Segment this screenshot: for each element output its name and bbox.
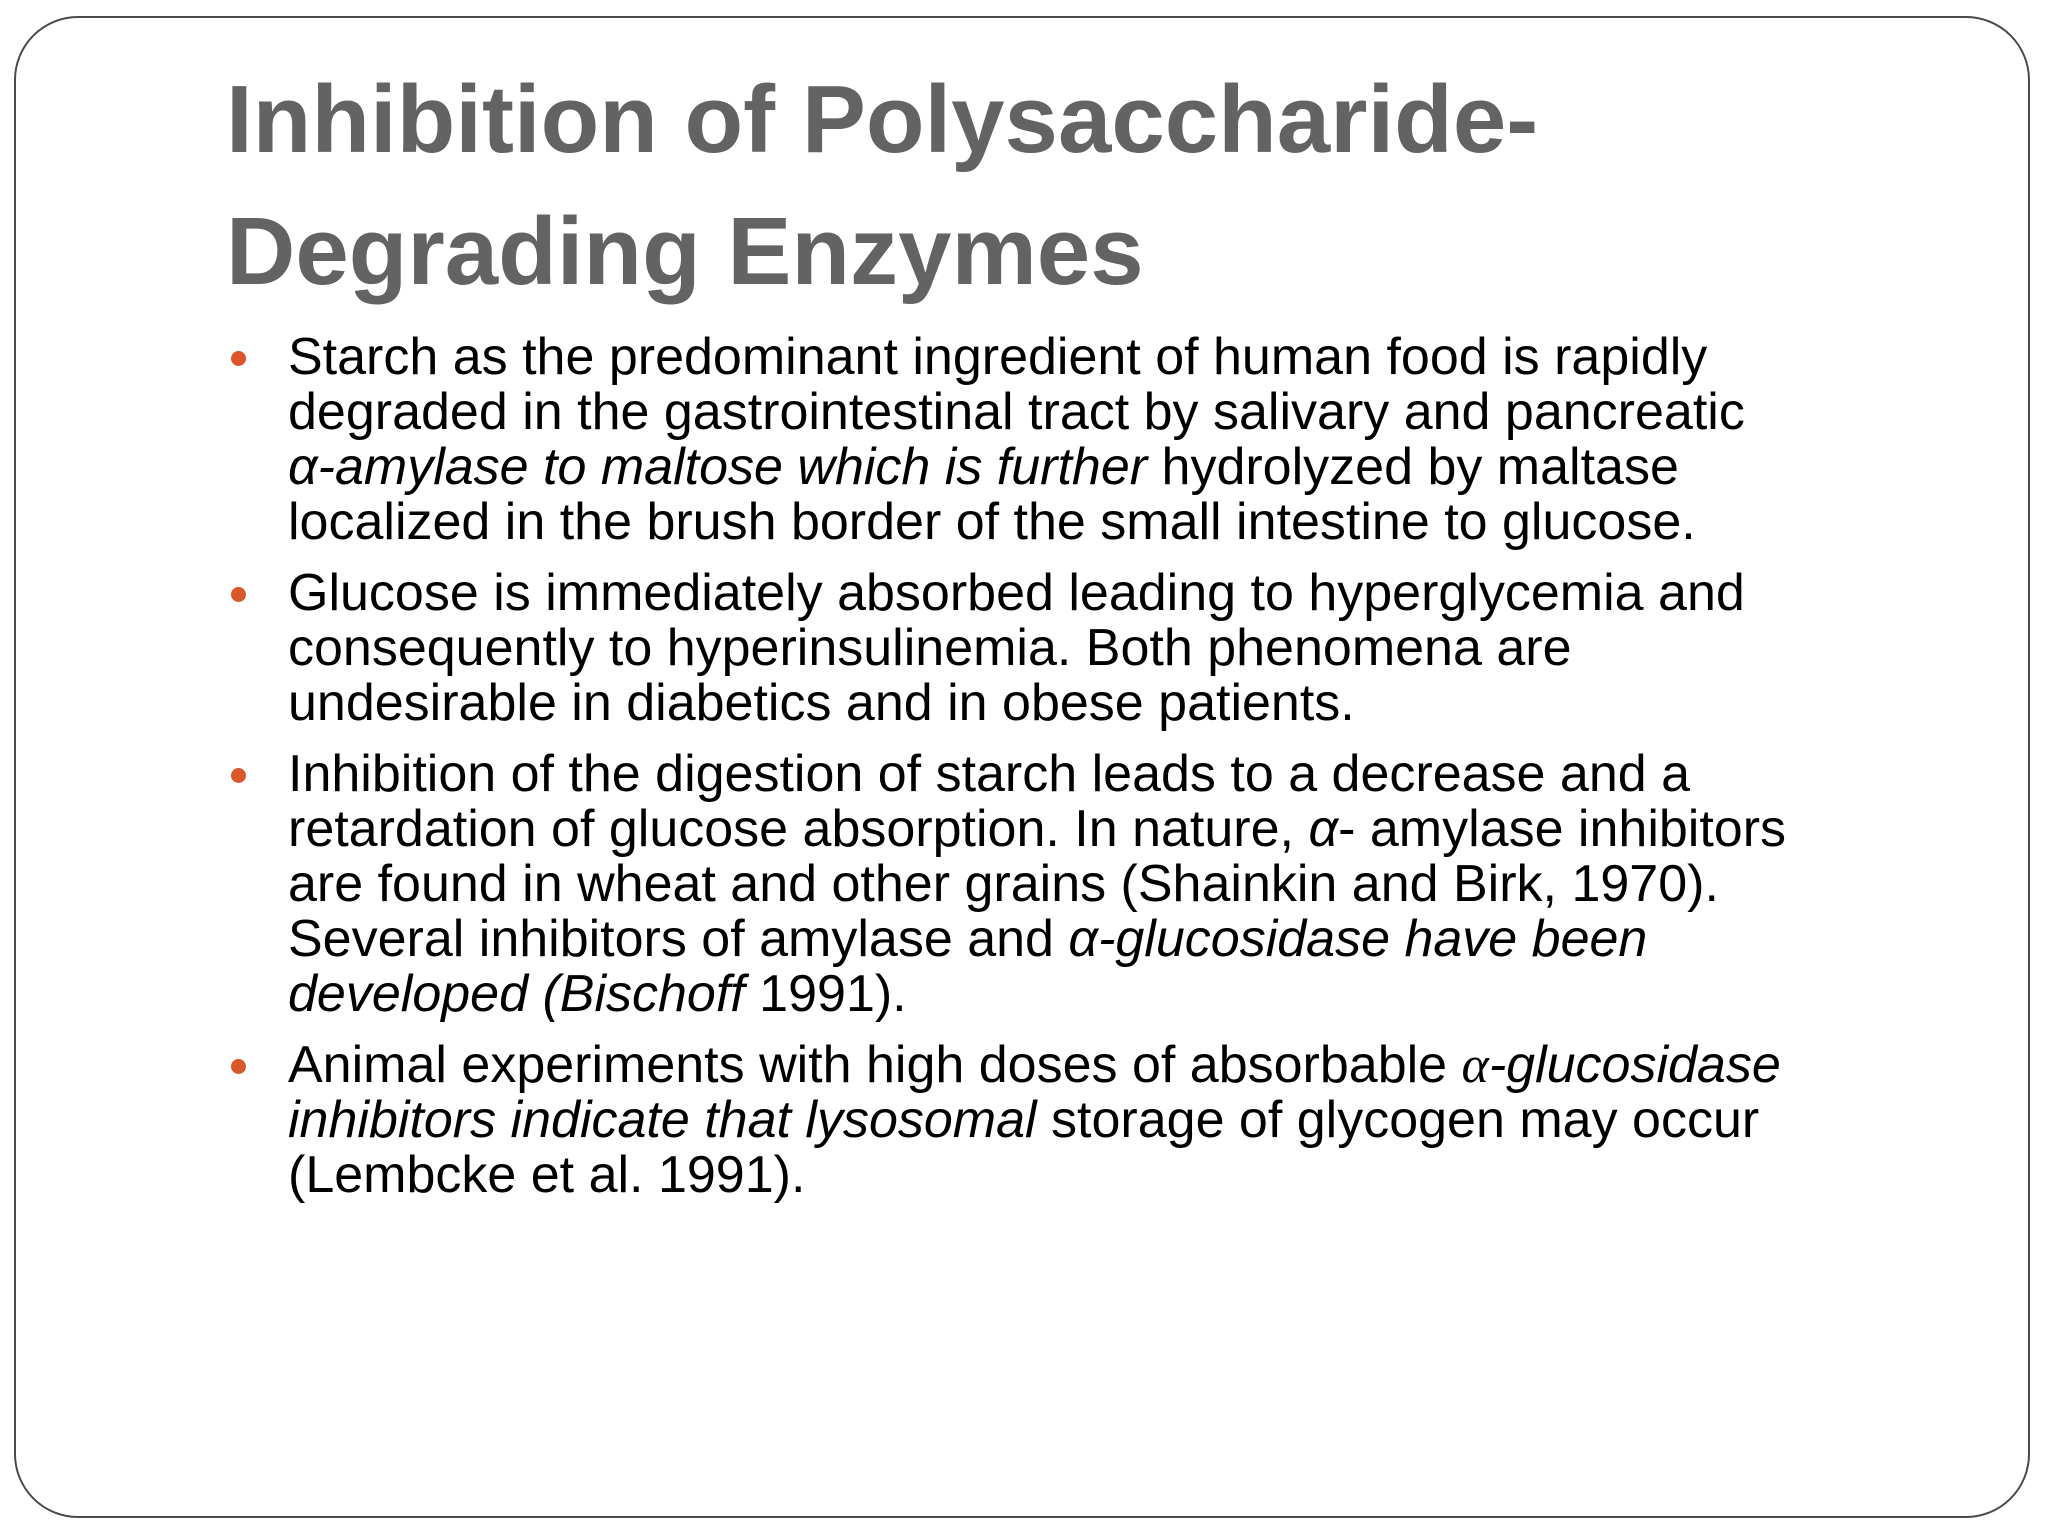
italic-text: α bbox=[1308, 800, 1339, 858]
bullet-text-line bbox=[288, 566, 1946, 621]
text-segment: Several inhibitors of amylase and bbox=[288, 910, 1069, 968]
bullet-text-line bbox=[288, 621, 1946, 676]
text-segment: - amylase inhibitors bbox=[1338, 800, 1787, 858]
text-segment: 1991). bbox=[744, 965, 907, 1023]
text-segment: Glucose is immediately absorbed leading to hyperglycemia and bbox=[288, 564, 1745, 622]
bullet-text-line bbox=[288, 802, 1946, 857]
text-segment: consequently to hyperinsulinemia. Both phenomena are bbox=[288, 619, 1572, 677]
italic-text: inhibitors indicate that lysosomal bbox=[288, 1091, 1037, 1149]
bullet-text-line bbox=[288, 857, 1946, 912]
italic-text: -glucosidase bbox=[1488, 1036, 1781, 1094]
bullet-text-line bbox=[288, 1093, 1946, 1148]
text-segment: are found in wheat and other grains (Shainkin and Birk, 1970). bbox=[288, 855, 1719, 913]
bullet-item bbox=[226, 747, 1946, 1022]
slide-title bbox=[226, 54, 1926, 318]
bullet-text-line bbox=[288, 1038, 1946, 1093]
text-segment: (Lembcke et al. 1991). bbox=[288, 1146, 806, 1204]
bullet-list bbox=[226, 330, 1946, 1219]
text-segment: hydrolyzed by maltase bbox=[1147, 438, 1679, 496]
bullet-dot-icon bbox=[231, 351, 246, 366]
bullet-item bbox=[226, 1038, 1946, 1203]
italic-text: α bbox=[1461, 1037, 1489, 1094]
text-segment: Starch as the predominant ingredient of human food is rapidly bbox=[288, 328, 1708, 386]
text-segment: Animal experiments with high doses of absorbable bbox=[288, 1036, 1462, 1094]
bullet-text-line bbox=[288, 1148, 1946, 1203]
text-segment: undesirable in diabetics and in obese patients. bbox=[288, 674, 1355, 732]
bullet-item bbox=[226, 566, 1946, 731]
text-segment: localized in the brush border of the small intestine to glucose. bbox=[288, 493, 1696, 551]
text-segment: Inhibition of the digestion of starch leads to a decrease and a bbox=[288, 745, 1691, 803]
bullet-dot-icon bbox=[231, 1059, 246, 1074]
bullet-dot-icon bbox=[231, 768, 246, 783]
bullet-dot-icon bbox=[231, 587, 246, 602]
slide-title-line-1: Inhibition of Polysaccharide- bbox=[226, 66, 1539, 173]
text-segment: retardation of glucose absorption. In nature, bbox=[288, 800, 1309, 858]
bullet-text-line bbox=[288, 385, 1946, 440]
slide-title-line-2: Degrading Enzymes bbox=[226, 198, 1144, 305]
bullet-text-line bbox=[288, 676, 1946, 731]
bullet-item bbox=[226, 330, 1946, 550]
bullet-text-line bbox=[288, 330, 1946, 385]
bullet-text-line bbox=[288, 747, 1946, 802]
italic-text: α-glucosidase have been bbox=[1068, 910, 1648, 968]
text-segment: degraded in the gastrointestinal tract by salivary and pancreatic bbox=[288, 383, 1745, 441]
italic-text: α-amylase to maltose which is further bbox=[288, 438, 1148, 496]
bullet-text-line bbox=[288, 495, 1946, 550]
bullet-text-line bbox=[288, 440, 1946, 495]
text-segment: storage of glycogen may occur bbox=[1036, 1091, 1760, 1149]
bullet-text-line bbox=[288, 912, 1946, 967]
bullet-text-line bbox=[288, 967, 1946, 1022]
italic-text: developed (Bischoff bbox=[288, 965, 745, 1023]
